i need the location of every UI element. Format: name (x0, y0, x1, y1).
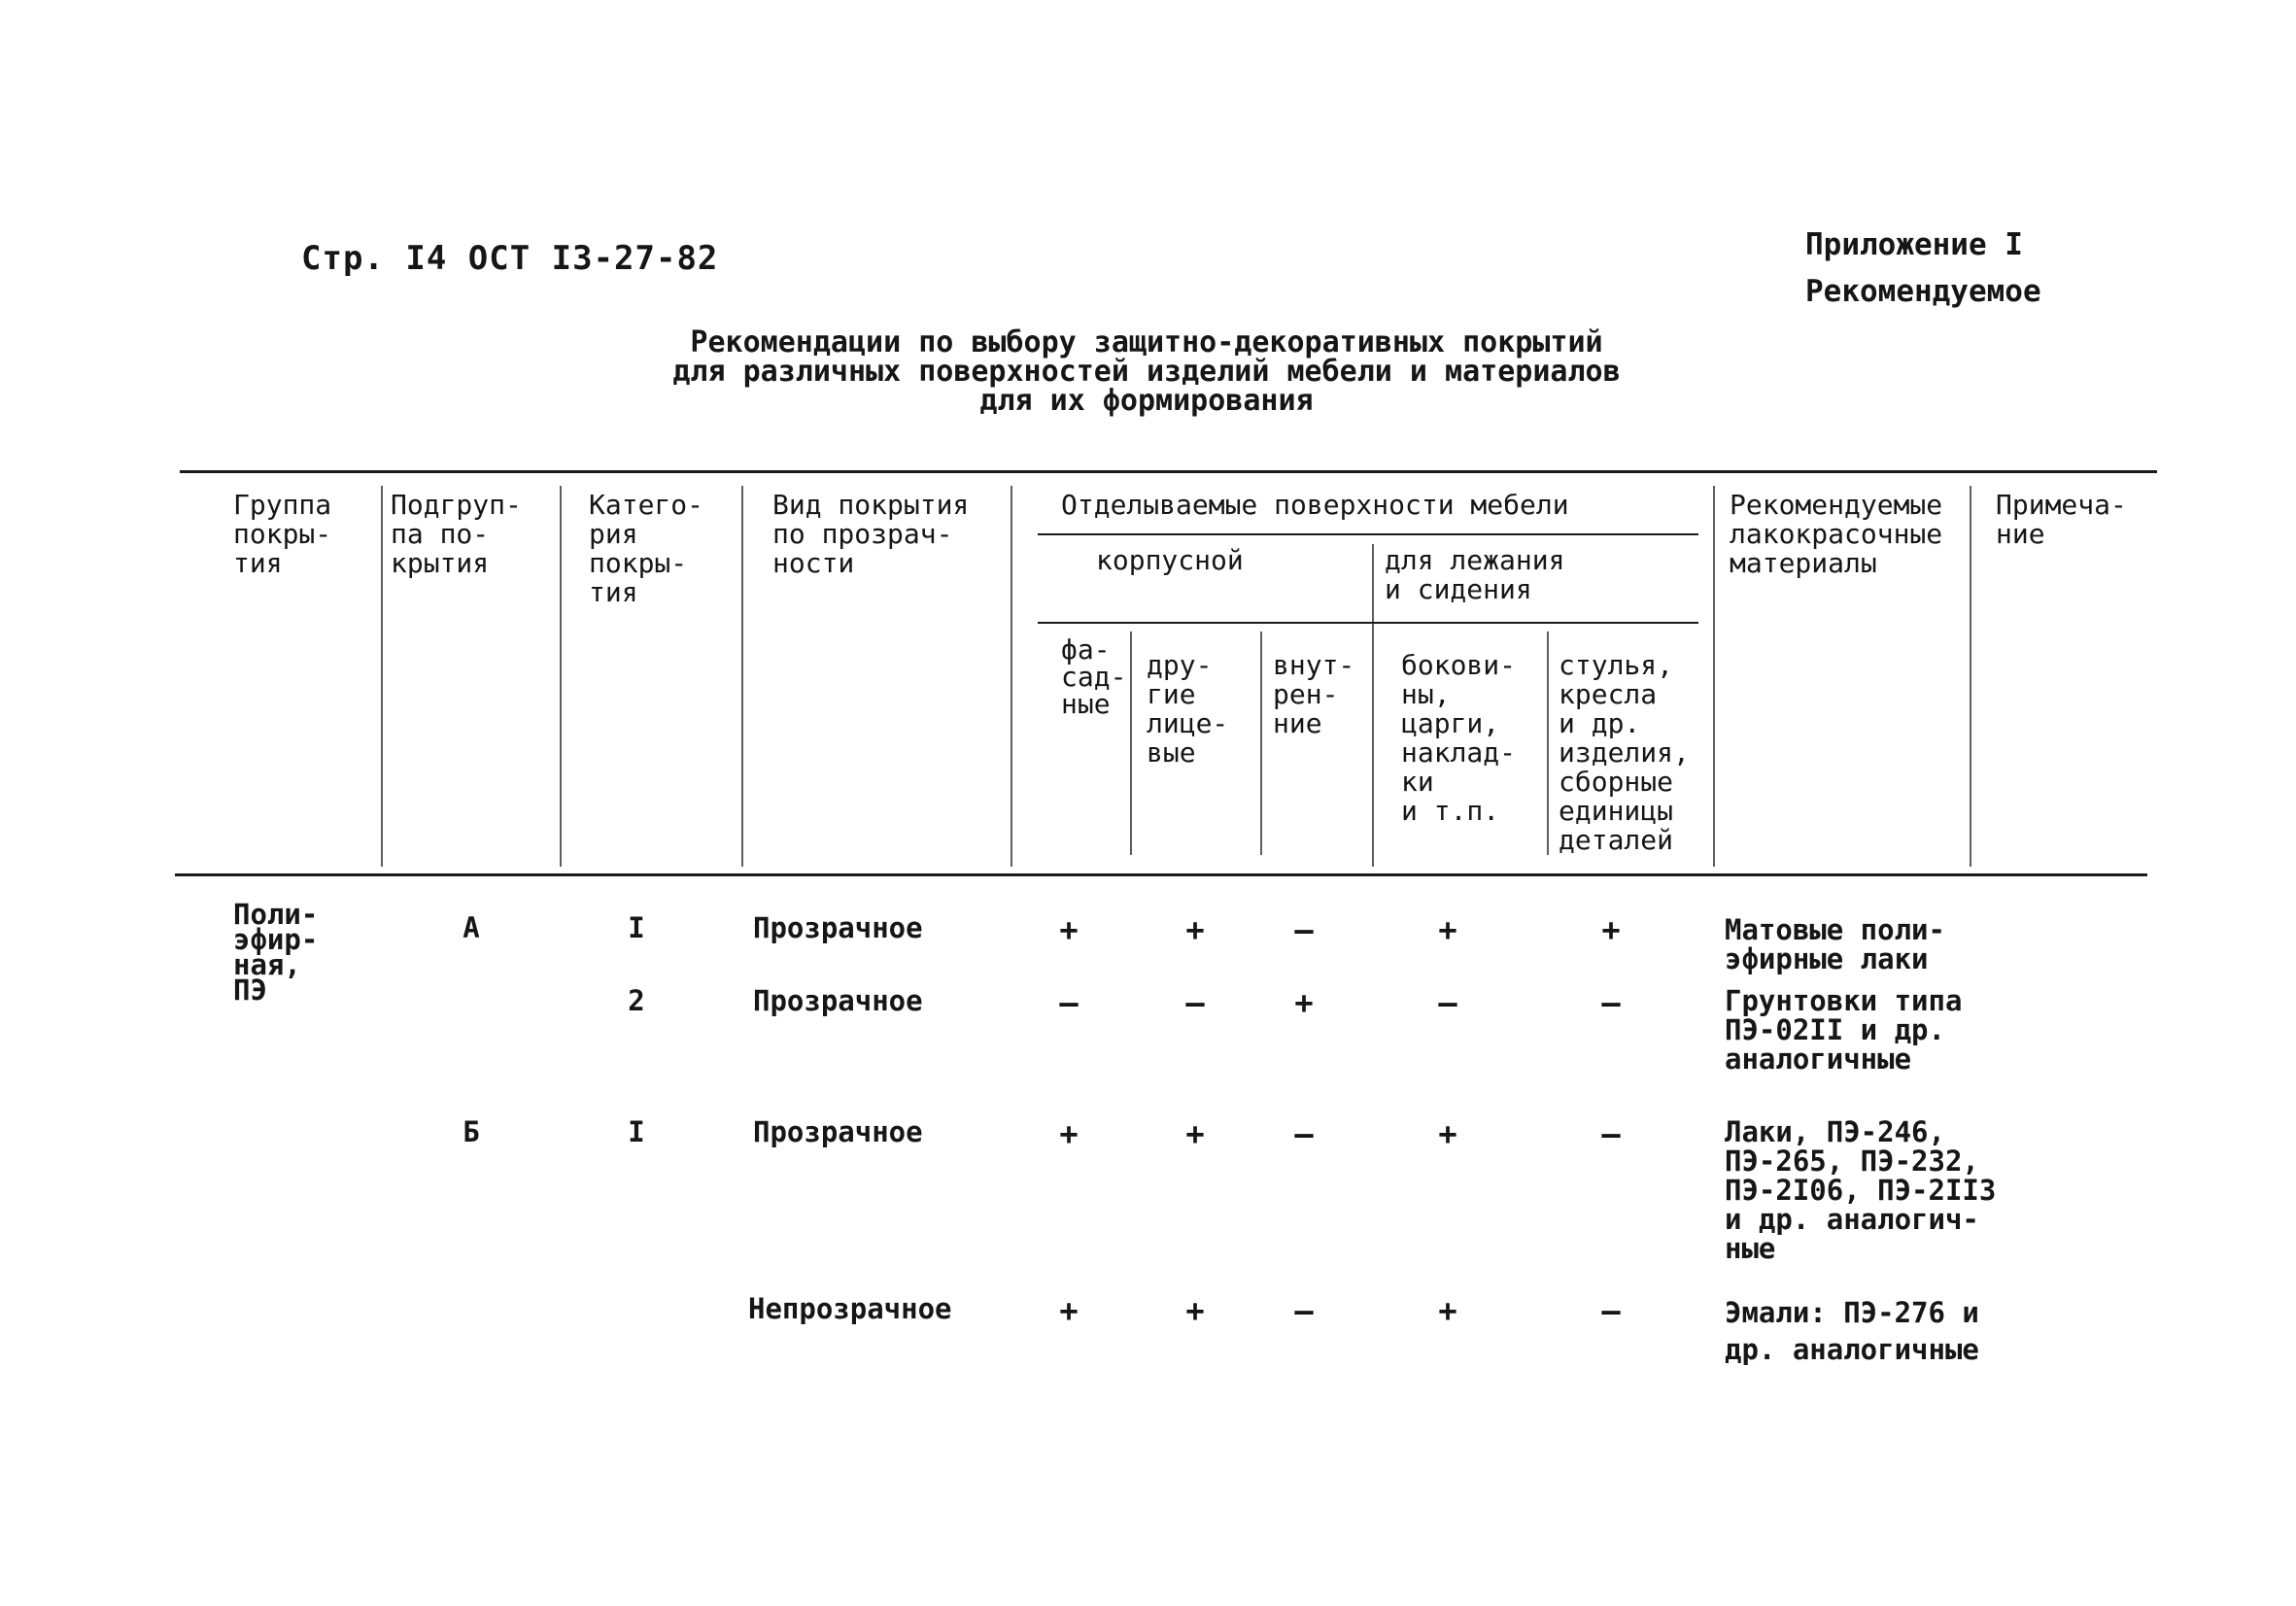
col-sep-4 (1011, 486, 1012, 867)
col-sep-6 (1260, 632, 1262, 855)
table-top-rule (180, 470, 2157, 473)
subsurfaces-rule (1038, 622, 1698, 624)
row4-materials: Эмали: ПЭ-276 и др. аналогичные (1725, 1296, 1979, 1366)
header-category: Катего- рия покры- тия (589, 489, 704, 608)
row1-other-face: + (1185, 911, 1205, 948)
row1-category: I (628, 911, 645, 944)
title-line-3: для их формирования (979, 384, 1314, 418)
appendix-status: Рекомендуемое (1805, 274, 2041, 309)
col-sep-2 (560, 486, 562, 867)
title-line-2: для различных поверхностей изделий мебели и материалов (672, 355, 1621, 389)
page-reference: Стр. I4 ОСТ I3-27-82 (301, 239, 719, 278)
row1-subgroup: А (463, 911, 480, 944)
row4-inner: – (1294, 1292, 1314, 1329)
row1-sides: + (1438, 911, 1457, 948)
header-chairs: стулья, кресла и др. изделия, сборные единицы деталей (1559, 649, 1690, 856)
header-inner: внут- рен- ние (1273, 649, 1355, 739)
row1-facade: + (1059, 911, 1079, 948)
surfaces-rule (1038, 533, 1698, 535)
row3-facade: + (1059, 1115, 1079, 1152)
row3-materials: Лаки, ПЭ-246, ПЭ-265, ПЭ-232, ПЭ-2I06, ПЭ-2II3 и др. аналогич- ные (1725, 1115, 1997, 1265)
col-sep-8 (1547, 632, 1549, 855)
appendix-block (1805, 222, 2041, 315)
col-sep-1 (381, 486, 383, 867)
header-materials: Рекомендуемые лакокрасочные материалы (1730, 489, 1943, 579)
row2-materials: Грунтовки типа ПЭ-02II и др. аналогичные (1725, 984, 1963, 1076)
header-sides: бокови- ны, царги, наклад- ки и т.п. (1401, 649, 1517, 827)
row3-sides: + (1438, 1115, 1457, 1152)
row1-transparency: Прозрачное (753, 911, 923, 944)
title-line-1: Рекомендации по выбору защитно-декоративных покрытий (690, 325, 1603, 359)
header-surfaces: Отделываемые поверхности мебели (1061, 489, 1569, 521)
header-transparency: Вид покрытия по прозрач- ности (772, 489, 970, 579)
row2-chairs: – (1601, 984, 1621, 1021)
row4-transparency: Непрозрачное (748, 1292, 952, 1325)
row2-other-face: – (1185, 984, 1205, 1021)
row4-chairs: – (1601, 1292, 1621, 1329)
row2-transparency: Прозрачное (753, 984, 923, 1017)
col-sep-10 (1970, 486, 1971, 867)
row1-group: Поли- эфир- ная, ПЭ (233, 898, 319, 1007)
row3-chairs: – (1601, 1115, 1621, 1152)
header-other-face: дру- гие лице- вые (1147, 649, 1229, 769)
row1-inner: – (1294, 911, 1314, 948)
col-sep-9 (1713, 486, 1715, 867)
row2-facade: – (1059, 984, 1079, 1021)
row3-category: I (628, 1115, 645, 1148)
header-facade: фа- сад- ные (1061, 633, 1127, 720)
col-sep-5 (1130, 632, 1132, 855)
row1-chairs: + (1601, 911, 1621, 948)
document-title (612, 325, 1681, 418)
row3-subgroup: Б (463, 1115, 480, 1148)
row2-category: 2 (628, 984, 645, 1017)
header-bottom-rule (175, 873, 2147, 876)
header-note: Примеча- ние (1996, 489, 2127, 550)
row4-other-face: + (1185, 1292, 1205, 1329)
col-sep-7 (1372, 544, 1374, 867)
row3-other-face: + (1185, 1115, 1205, 1152)
row3-transparency: Прозрачное (753, 1115, 923, 1148)
row1-materials: Матовые поли- эфирные лаки (1725, 913, 1945, 975)
row4-facade: + (1059, 1292, 1079, 1329)
appendix-label: Приложение I (1805, 227, 2023, 262)
row4-sides: + (1438, 1292, 1457, 1329)
header-group: Группа покры- тия (233, 489, 332, 579)
header-case: корпусной (1096, 544, 1244, 576)
row3-inner: – (1294, 1115, 1314, 1152)
header-lying: для лежания и сидения (1385, 544, 1565, 605)
row2-sides: – (1438, 984, 1457, 1021)
header-subgroup: Подгруп- па по- крытия (391, 489, 522, 579)
col-sep-3 (741, 486, 743, 867)
row2-inner: + (1294, 984, 1314, 1021)
